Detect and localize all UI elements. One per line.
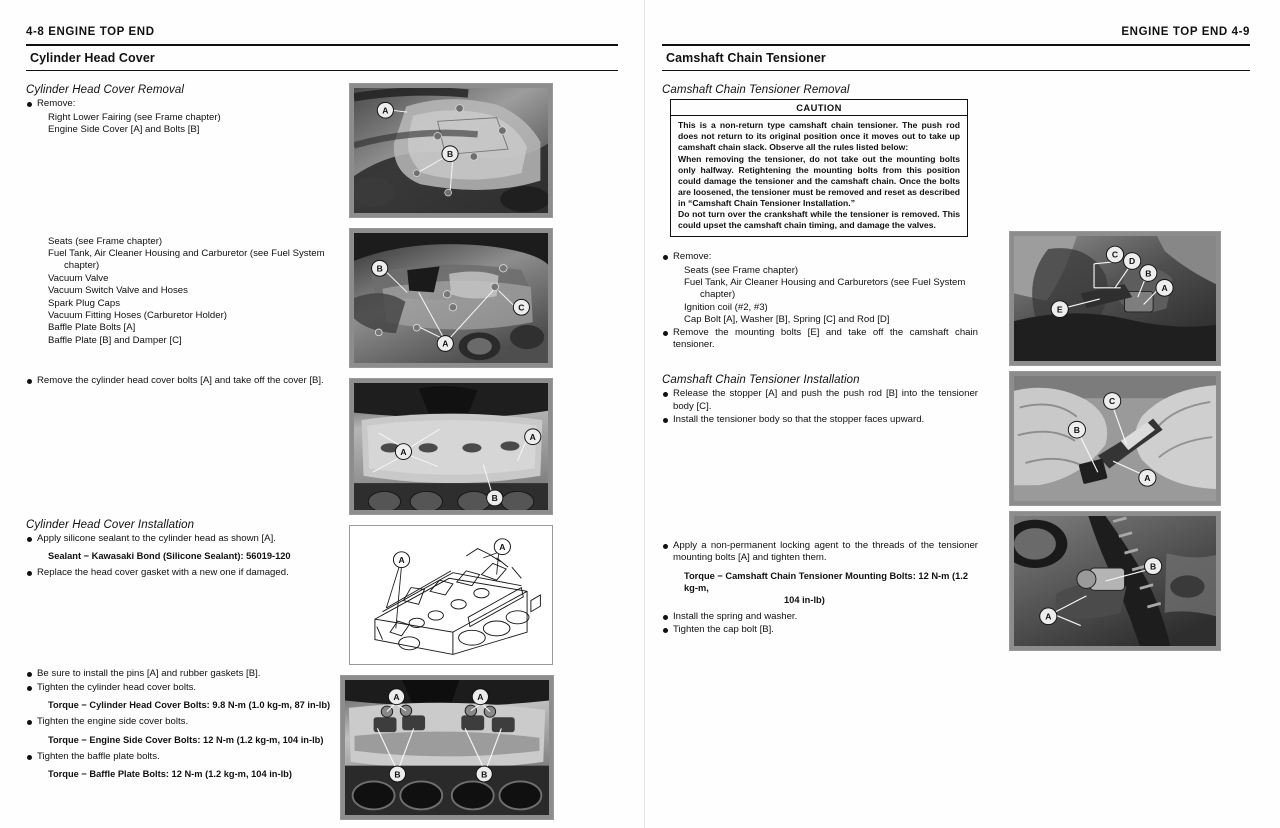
right-page-folio: ENGINE TOP END 4-9 xyxy=(1121,26,1250,38)
heading-cylinder-head-cover-installation: Cylinder Head Cover Installation xyxy=(26,518,195,531)
right-section-rule xyxy=(662,70,1250,71)
left-text-column xyxy=(26,79,338,780)
svg-text:B: B xyxy=(1150,561,1157,572)
svg-text:B: B xyxy=(1073,425,1080,436)
svg-text:B: B xyxy=(491,493,498,504)
svg-text:A: A xyxy=(393,692,400,703)
caution-paragraph: Do not turn over the crankshaft while the tensioner is removed. This could upset the camshaft chain timing, and damage the valves. xyxy=(678,209,960,231)
figure-sealant-areas xyxy=(349,525,553,665)
caution-paragraph: When removing the tensioner, do not take out the mounting bolts only halfway. Retightening the mounting bolts from this position could damage the tensioner and the camshaft chain. Once the bolts are loosened, the tensioner must be removed and reset as described in “Camshaft Chain Tensioner Installation.” xyxy=(678,153,960,208)
figure-tensioner-on-engine-graphic xyxy=(1014,236,1216,361)
svg-text:A: A xyxy=(442,339,449,350)
remove-item: Fuel Tank, Air Cleaner Housing and Carburetor (see Fuel System xyxy=(48,247,325,259)
spec-torque-line1: Torque − Camshaft Chain Tensioner Mounting Bolts: 12 N-m (1.2 kg-m, xyxy=(684,570,969,593)
svg-text:A: A xyxy=(499,542,506,553)
remove-item: Baffle Plate [B] and Damper [C] xyxy=(48,334,182,346)
svg-text:A: A xyxy=(398,555,405,566)
bullet-tighten-head-bolts: Tighten the cylinder head cover bolts. xyxy=(26,682,338,694)
caution-paragraph: This is a non-return type camshaft chain tensioner. The push rod does not return to its original position once it moves out to take up camshaft chain slack. Observe all the rules listed below: xyxy=(678,120,960,153)
heading-camshaft-chain-tensioner-removal: Camshaft Chain Tensioner Removal xyxy=(662,84,850,97)
svg-text:B: B xyxy=(446,149,454,160)
svg-text:B: B xyxy=(481,769,488,780)
svg-text:A: A xyxy=(477,692,484,703)
figure-baffle-plate-graphic xyxy=(354,233,548,363)
figure-tensioner-installed-graphic xyxy=(1014,516,1216,646)
figure-tensioner-in-hands-graphic xyxy=(1014,376,1216,501)
svg-text:B: B xyxy=(394,769,401,780)
bullet-tighten-baffle: Tighten the baffle plate bolts. xyxy=(26,751,338,763)
right-page xyxy=(640,0,1280,828)
figure-head-cover-bolts-graphic xyxy=(354,383,548,510)
svg-text:D: D xyxy=(1129,256,1136,267)
svg-text:E: E xyxy=(1056,304,1063,315)
bullet-apply-sealant: Apply silicone sealant to the cylinder head as shown [A]. xyxy=(26,533,338,545)
right-page-body xyxy=(662,79,1250,821)
right-page-header xyxy=(662,18,1250,44)
figure-baffle-plate xyxy=(349,228,553,368)
spec-sealant: Sealant − Kawasaki Bond (Silicone Sealant): 56019-120 xyxy=(48,550,291,561)
spec-torque-tensioner-mounting-bolts xyxy=(662,570,974,606)
left-page-body xyxy=(26,79,618,821)
figure-sealant-areas-graphic xyxy=(354,530,548,660)
figure-engine-side-cover-graphic xyxy=(354,88,548,213)
svg-text:B: B xyxy=(376,263,383,274)
spec-torque-baffle-plate-bolts: Torque − Baffle Plate Bolts: 12 N-m (1.2 kg-m, 104 in-lb) xyxy=(48,769,292,779)
right-text-column xyxy=(662,79,978,636)
remove-item: Engine Side Cover [A] and Bolts [B] xyxy=(48,124,200,136)
remove-item: Vacuum Valve xyxy=(48,272,109,284)
remove-item-cont: chapter) xyxy=(64,260,100,272)
svg-text:A: A xyxy=(382,105,389,116)
left-section-title: Cylinder Head Cover xyxy=(30,51,155,66)
spec-torque-line2: 104 in-lb) xyxy=(784,594,825,605)
bullet-replace-gasket: Replace the head cover gasket with a new one if damaged. xyxy=(26,567,338,579)
figure-tensioner-in-hands xyxy=(1009,371,1221,506)
left-page-folio: 4-8 ENGINE TOP END xyxy=(26,26,155,38)
svg-text:A: A xyxy=(1144,473,1151,484)
svg-text:A: A xyxy=(529,432,536,443)
remove-item: Cap Bolt [A], Washer [B], Spring [C] and Rod [D] xyxy=(684,314,890,326)
bullet-remove-head-cover: Remove the cylinder head cover bolts [A] and take off the cover [B]. xyxy=(26,375,342,387)
page-gutter xyxy=(644,0,645,828)
bullet-tighten-side-cover: Tighten the engine side cover bolts. xyxy=(26,716,338,728)
heading-camshaft-chain-tensioner-installation: Camshaft Chain Tensioner Installation xyxy=(662,374,860,387)
heading-cylinder-head-cover-removal: Cylinder Head Cover Removal xyxy=(26,84,185,97)
svg-text:A: A xyxy=(1161,283,1168,294)
bullet-install-tensioner-body: Install the tensioner body so that the stopper faces upward. xyxy=(662,414,974,426)
remove-item: Right Lower Fairing (see Frame chapter) xyxy=(48,111,221,123)
remove-item: Vacuum Fitting Hoses (Carburetor Holder) xyxy=(48,309,227,321)
bullet-remove-mounting-bolts: Remove the mounting bolts [E] and take off the camshaft chain tensioner. xyxy=(662,327,978,352)
remove-item: Spark Plug Caps xyxy=(48,297,120,309)
bullet-tighten-cap-bolt: Tighten the cap bolt [B]. xyxy=(662,624,974,636)
caution-box xyxy=(670,99,968,237)
remove-item: Fuel Tank, Air Cleaner Housing and Carburetors (see Fuel System xyxy=(684,277,966,289)
figure-pins-gaskets-graphic xyxy=(345,680,549,815)
left-page-header xyxy=(26,18,618,44)
bullet-remove: Remove: xyxy=(26,98,338,110)
figure-head-cover-bolts xyxy=(349,378,553,515)
figure-tensioner-on-engine xyxy=(1009,231,1221,366)
svg-text:A: A xyxy=(400,447,407,458)
caution-text xyxy=(671,116,967,236)
spec-torque-side-cover-bolts: Torque − Engine Side Cover Bolts: 12 N-m (1.2 kg-m, 104 in-lb) xyxy=(48,734,324,745)
svg-text:C: C xyxy=(518,302,525,313)
figure-engine-side-cover xyxy=(349,83,553,218)
svg-text:C: C xyxy=(1109,396,1116,407)
left-section-rule xyxy=(26,70,618,71)
remove-item: Seats (see Frame chapter) xyxy=(684,264,799,276)
remove-item: Baffle Plate Bolts [A] xyxy=(48,322,136,334)
remove-item: Ignition coil (#2, #3) xyxy=(684,301,768,313)
svg-text:A: A xyxy=(1045,611,1052,622)
right-section-title: Camshaft Chain Tensioner xyxy=(666,51,826,66)
remove-item-cont: chapter) xyxy=(700,289,736,301)
bullet-apply-locking-agent: Apply a non-permanent locking agent to the threads of the tensioner mounting bolts [A] and tighten them. xyxy=(662,540,978,565)
bullet-release-stopper: Release the stopper [A] and push the push rod [B] into the tensioner body [C]. xyxy=(662,388,978,413)
spec-torque-head-cover-bolts: Torque − Cylinder Head Cover Bolts: 9.8 N-m (1.0 kg-m, 87 in-lb) xyxy=(48,700,331,711)
bullet-remove: Remove: xyxy=(662,251,974,263)
caution-label: CAUTION xyxy=(671,100,967,116)
bullet-install-pins: Be sure to install the pins [A] and rubber gaskets [B]. xyxy=(26,668,338,680)
svg-text:B: B xyxy=(1145,268,1152,279)
svg-text:C: C xyxy=(1111,250,1119,261)
bullet-install-spring-washer: Install the spring and washer. xyxy=(662,611,974,623)
figure-pins-gaskets xyxy=(340,675,554,820)
remove-item: Vacuum Switch Valve and Hoses xyxy=(48,285,188,297)
remove-item: Seats (see Frame chapter) xyxy=(48,235,163,247)
figure-tensioner-installed xyxy=(1009,511,1221,651)
